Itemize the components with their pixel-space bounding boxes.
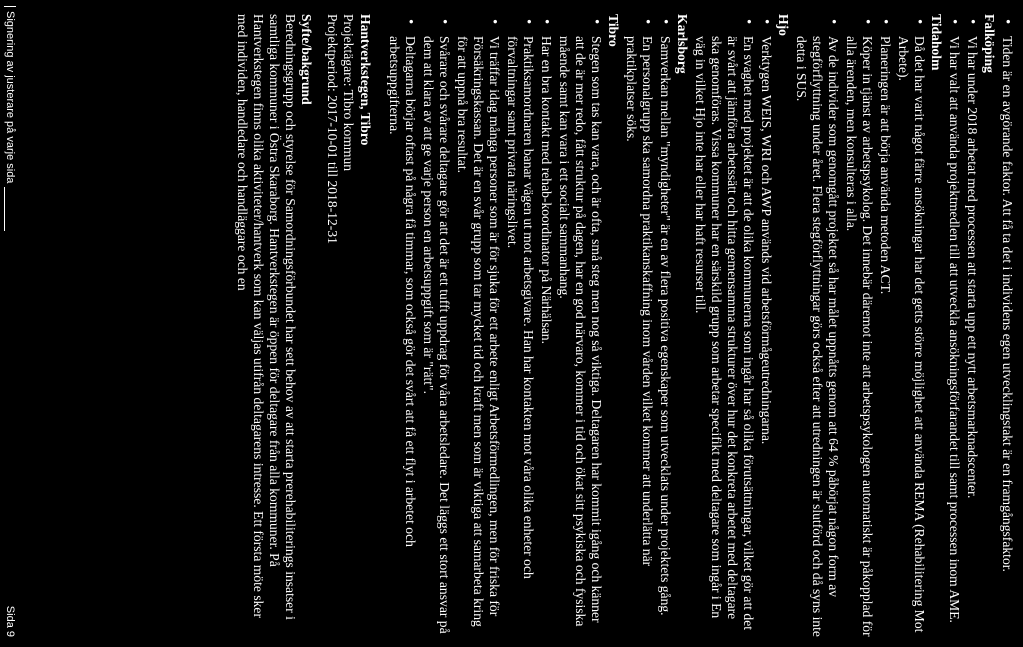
- intro-list: [999, 14, 1015, 637]
- karlsborg-list: [623, 14, 673, 637]
- tibro-bullet: • Vi träffar idag många personer som är för sjuka för ett arbete enligt Arbetsförmedlingen, men för friska för Försäkringskassan. Det är en svår grupp som tar mycket tid och kraft men som är viktiga att samarbeta kring för att uppnå bra resultat.: [454, 14, 502, 637]
- section-syfte: [234, 14, 314, 637]
- heading-tidaholm: Tidaholm: [929, 14, 944, 71]
- page-number: Sida 9: [4, 605, 16, 637]
- falkoping-bullet: • Vi har under 2018 arbetat med processen att starta upp ett nytt arbetsmarknadscenter.: [964, 14, 980, 637]
- tibro-bullet: • Har en bra kontakt med rehab-koordinator på Närhälsan.: [538, 14, 554, 637]
- signature-line: [4, 187, 5, 231]
- hjo-list: [692, 14, 774, 637]
- falkoping-list: [946, 14, 980, 637]
- project-period: Projektperiod: 2017-10-01 till 2018-12-31: [325, 14, 340, 244]
- heading-hjo: Hjo: [776, 14, 791, 36]
- heading-syfte: Syfte/bakgrund: [299, 14, 314, 105]
- section-tibro: [386, 14, 621, 637]
- tibro-list: [386, 14, 604, 637]
- signature-label: Signering av justerare på varje sida: [4, 11, 16, 184]
- hjo-bullet: • En svaghet med projektet är att de olika kommunerna som ingår har så olika förutsättningar, vilket gör att det är svårt att jämföra arbetssätt och hitta gemensamma strukturer över hur det konkreta arbetet med deltagare ska genomföras. Vissa kommuner har en särskild grupp som arbetar specifikt med deltagare som ingår i En väg in vilket Hjo inte har eller har haft resurser till.: [692, 14, 756, 637]
- intro-bullet: • Tiden är en avgörande faktor. Att få ta det i individens egen utvecklingstakt är en framgångsfaktor.: [999, 14, 1015, 637]
- heading-falkoping: Falköping: [982, 14, 997, 73]
- project-title: Hantverkstegen, Tibro: [358, 14, 373, 146]
- heading-karlsborg: Karlsborg: [675, 14, 690, 74]
- hjo-bullet: • Verktygen WEIS, WRI och AWP används vid arbetsförmågeutredningarna.: [758, 14, 774, 637]
- tidaholm-bullet: • Av de individer som genomgått projektet så har målet uppnåtts genom att 64 % påbörjat någon form av stegförflyttning under året. Flera stegförflyttningar görs också efter att utredningen är slutförd och då syns inte detta i SUS.: [793, 14, 841, 637]
- syfte-paragraph: Beredningsgrupp och styrelse för Samordningsförbundet har sett behov av att starta prerehabiliterings insatser i samtliga kommuner i Östra Skaraborg. Hantverkstegen är öppen för deltagare från alla kommuner. På Hantverkstegen finns olika aktiviteter/hantverk som kan väljas utifrån deltagarens intresse. Ett första möte sker med individen, handledare och handläggare och en: [235, 14, 298, 620]
- project-info: [324, 14, 373, 637]
- spacer: [374, 14, 384, 637]
- section-karlsborg: [623, 14, 690, 637]
- tibro-bullet: • Praktiksamordnaren banar vägen ut mot arbetsgivare. Han har kontakten mot våra olika enheter och förvaltningar samt privata näringslivet.: [504, 14, 536, 637]
- heading-tibro: Tibro: [606, 14, 621, 47]
- tibro-bullet: • Svårare och svårare deltagare gör att det är ett tufft uppdrag för våra arbetsledare. Det läggs ett stort ansvar på dem att klara av att ge varje person en arbetsuppgift som är "rätt".: [420, 14, 452, 637]
- signature-field: [4, 6, 16, 231]
- project-owner: Projektägare: Tibro kommun: [341, 14, 356, 172]
- karlsborg-bullet: • En personalgrupp ska samordna praktikanskaffning inom vården vilket kommer att underlätta när praktikplatser söks.: [623, 14, 655, 637]
- tibro-bullet: • Deltagarna börjar oftast på några få timmar, som också gör det svårt att få ett flyt i arbetet och arbetsuppgifterna.: [386, 14, 418, 637]
- tidaholm-bullet: • Köper in tjänst av arbetspsykolog. Det innebär däremot inte att arbetspsykologen automatiskt är påkopplad för alla ärenden, men konsulteras i alla.: [843, 14, 875, 637]
- tibro-bullet: • Stegen som tas kan vara, och är ofta, små steg men nog så viktiga. Deltagaren har kommit igång och känner att de är mer redo, fått struktur på dagen, har en god närvaro, kommer i tid och ökat sitt psykiska och fysiska mående samt kan vara i ett socialt sammanhang.: [556, 14, 604, 637]
- tidaholm-list: [793, 14, 927, 637]
- tidaholm-bullet: • Planeringen är att börja använda metoden ACT.: [877, 14, 893, 637]
- section-tidaholm: [793, 14, 944, 637]
- section-hjo: [692, 14, 791, 637]
- karlsborg-bullet: • Samverkan mellan "myndigheter" är en av flera positiva egenskaper som utvecklats under projektets gång.: [657, 14, 673, 637]
- tidaholm-bullet: • Då det har varit något färre ansökningar har det getts större möjlighet att använda REMA (Rehabilitering Mot Arbete).: [895, 14, 927, 637]
- falkoping-bullet: • Vi har valt att använda projektmedlen till att utveckla ansökningsförfarandet till samt processen inom AME.: [946, 14, 962, 637]
- section-falkoping: [946, 14, 997, 637]
